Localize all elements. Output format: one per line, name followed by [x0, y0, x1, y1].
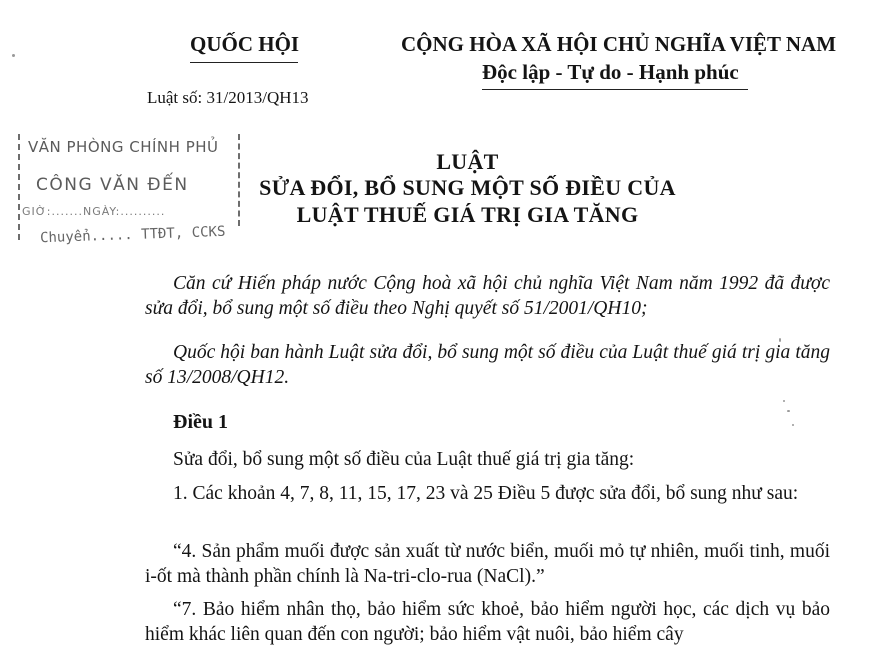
title-line-2: SỬA ĐỔI, BỔ SUNG MỘT SỐ ĐIỀU CỦA	[259, 175, 676, 200]
stamp-border-left	[18, 134, 22, 240]
national-motto: Độc lập - Tự do - Hạnh phúc	[482, 60, 739, 84]
scan-speck	[787, 410, 790, 412]
scan-speck	[12, 54, 15, 57]
item-7: “7. Bảo hiểm nhân thọ, bảo hiểm sức khoẻ, bảo hiểm người học, các dịch vụ bảo hiểm khác liên quan đến con người; bảo hiểm vật nuôi, bảo hiểm cây	[145, 599, 830, 645]
law-number: Luật số: 31/2013/QH13	[147, 88, 309, 107]
republic-name: CỘNG HÒA XÃ HỘI CHỦ NGHĨA VIỆT NAM	[401, 32, 837, 56]
stamp-time-date: GIỜ:.......NGÀY:..........	[22, 205, 166, 218]
item-4: “4. Sản phẩm muối được sản xuất từ nước biển, muối mỏ tự nhiên, muối tinh, muối i-ốt mà thành phần chính là Na-tri-clo-rua (NaCl).”	[145, 541, 830, 587]
preamble-constitution: Căn cứ Hiến pháp nước Cộng hoà xã hội chủ nghĩa Việt Nam năm 1992 đã được sửa đổi, bổ sung một số điều theo Nghị quyết số 51/2001/QH10;	[145, 273, 830, 319]
organization-name: QUỐC HỘI	[190, 32, 300, 56]
scan-speck	[779, 338, 781, 342]
stamp-incoming: CÔNG VĂN ĐẾN	[36, 175, 189, 195]
article-heading: Điều 1	[173, 411, 228, 433]
clause-1: 1. Các khoản 4, 7, 8, 11, 15, 17, 23 và 25 Điều 5 được sửa đổi, bổ sung như sau:	[173, 483, 799, 504]
scan-speck	[783, 400, 785, 402]
title-line-1: LUẬT	[436, 149, 499, 174]
scan-speck	[792, 424, 794, 426]
stamp-office: VĂN PHÒNG CHÍNH PHỦ	[28, 138, 219, 156]
stamp-handwritten-note: Chuyển..... TTĐT, CCKS	[39, 223, 226, 247]
preamble-enactment: Quốc hội ban hành Luật sửa đổi, bổ sung một số điều của Luật thuế giá trị gia tăng số 13/2008/QH12.	[145, 342, 830, 388]
motto-underline	[482, 89, 748, 90]
title-line-3: LUẬT THUẾ GIÁ TRỊ GIA TĂNG	[296, 202, 639, 227]
article-intro: Sửa đổi, bổ sung một số điều của Luật thuế giá trị gia tăng:	[173, 449, 635, 470]
organization-underline	[190, 62, 298, 63]
